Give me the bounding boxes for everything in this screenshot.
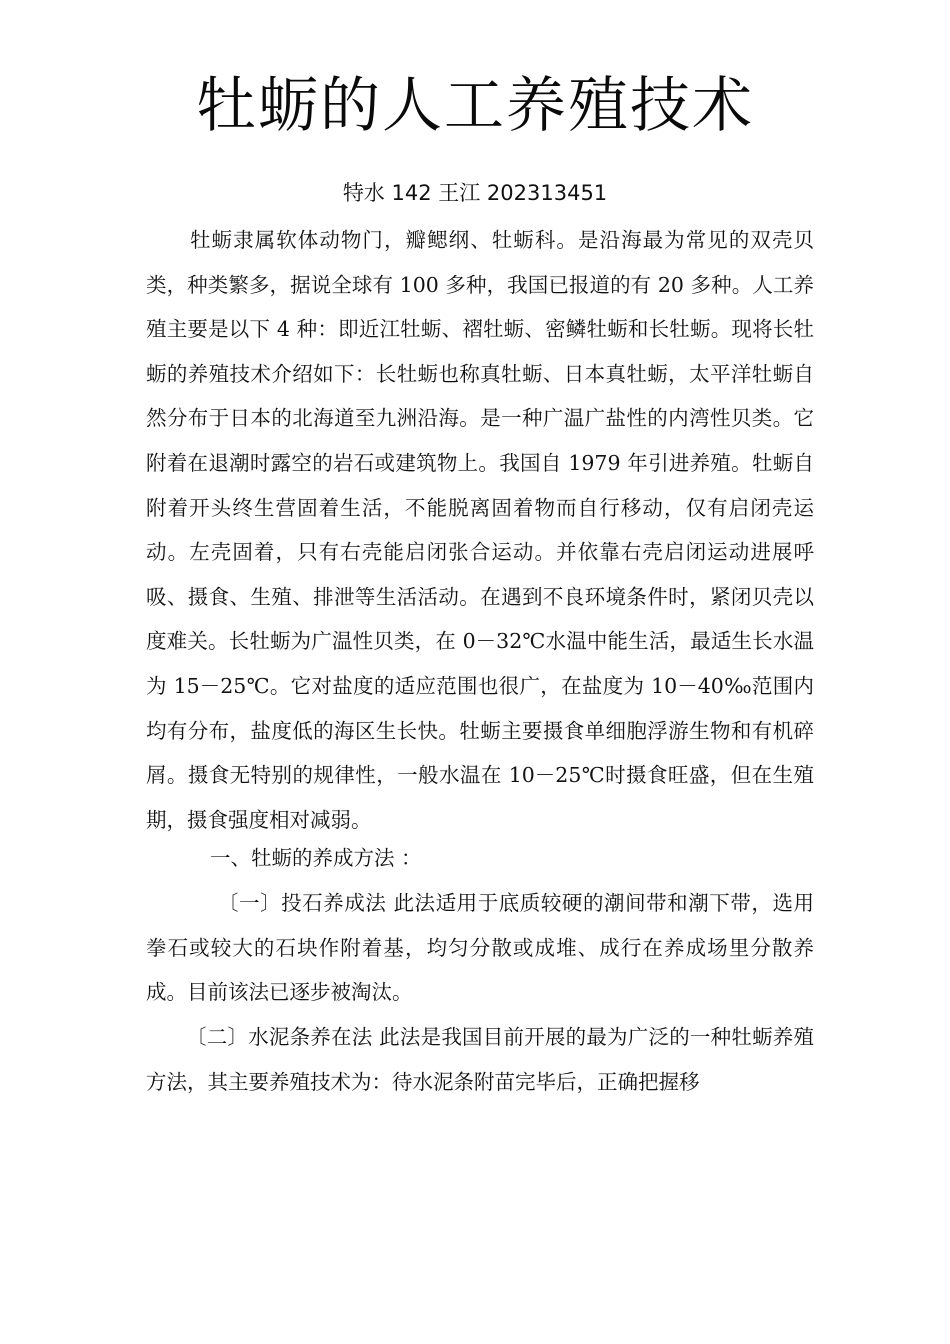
- method-1-paragraph: 〔一〕投石养成法 此法适用于底质较硬的潮间带和潮下带，选用拳石或较大的石块作附着基，均匀分散或成堆、成行在养成场里分散养成。目前该法已逐步被淘汰。: [146, 891, 814, 1005]
- intro-paragraph: 牡蛎隶属软体动物门，瓣鳃纲、牡蛎科。是沿海最为常见的双壳贝类，种类繁多，据说全球有 100 多种，我国已报道的有 20 多种。人工养殖主要是以下 4 种：即近江牡蛎、褶牡蛎、密鳞牡蛎和长牡蛎。现将长牡蛎的养殖技术介绍如下：长牡蛎也称真牡蛎、日本真牡蛎，太平洋牡蛎自然分布于日本的北海道至九洲沿海。是一种广温广盐性的内湾性贝类。它附着在退潮时露空的岩石或建筑物上。我国自 1979 年引进养殖。牡蛎自附着开头终生营固着生活，不能脱离固着物而自行移动，仅有启闭壳运动。左壳固着，只有右壳能启闭张合运动。并依靠右壳启闭运动进展呼吸、摄食、生殖、排泄等生活活动。在遇到不良环境条件时，紧闭贝壳以度难关。长牡蛎为广温性贝类，在 0－32℃水温中能生活，最适生长水温为 15－25℃。它对盐度的适应范围也很广，在盐度为 10－40‰范围内均有分布，盐度低的海区生长快。牡蛎主要摄食单细胞浮游生物和有机碎屑。摄食无特别的规律性，一般水温在 10－25℃时摄食旺盛，但在生殖期，摄食强度相对减弱。: [146, 228, 814, 832]
- document-title: 牡蛎的人工养殖技术: [196, 71, 754, 141]
- author-line: 特水 142 王江 202313451: [342, 181, 608, 205]
- section-heading: 一、牡蛎的养成方法 ：: [210, 846, 422, 870]
- method-2-paragraph: 〔二〕水泥条养在法 此法是我国目前开展的最为广泛的一种牡蛎养殖方法，其主要养殖技术为：待水泥条附苗完毕后，正确把握移: [146, 1025, 814, 1094]
